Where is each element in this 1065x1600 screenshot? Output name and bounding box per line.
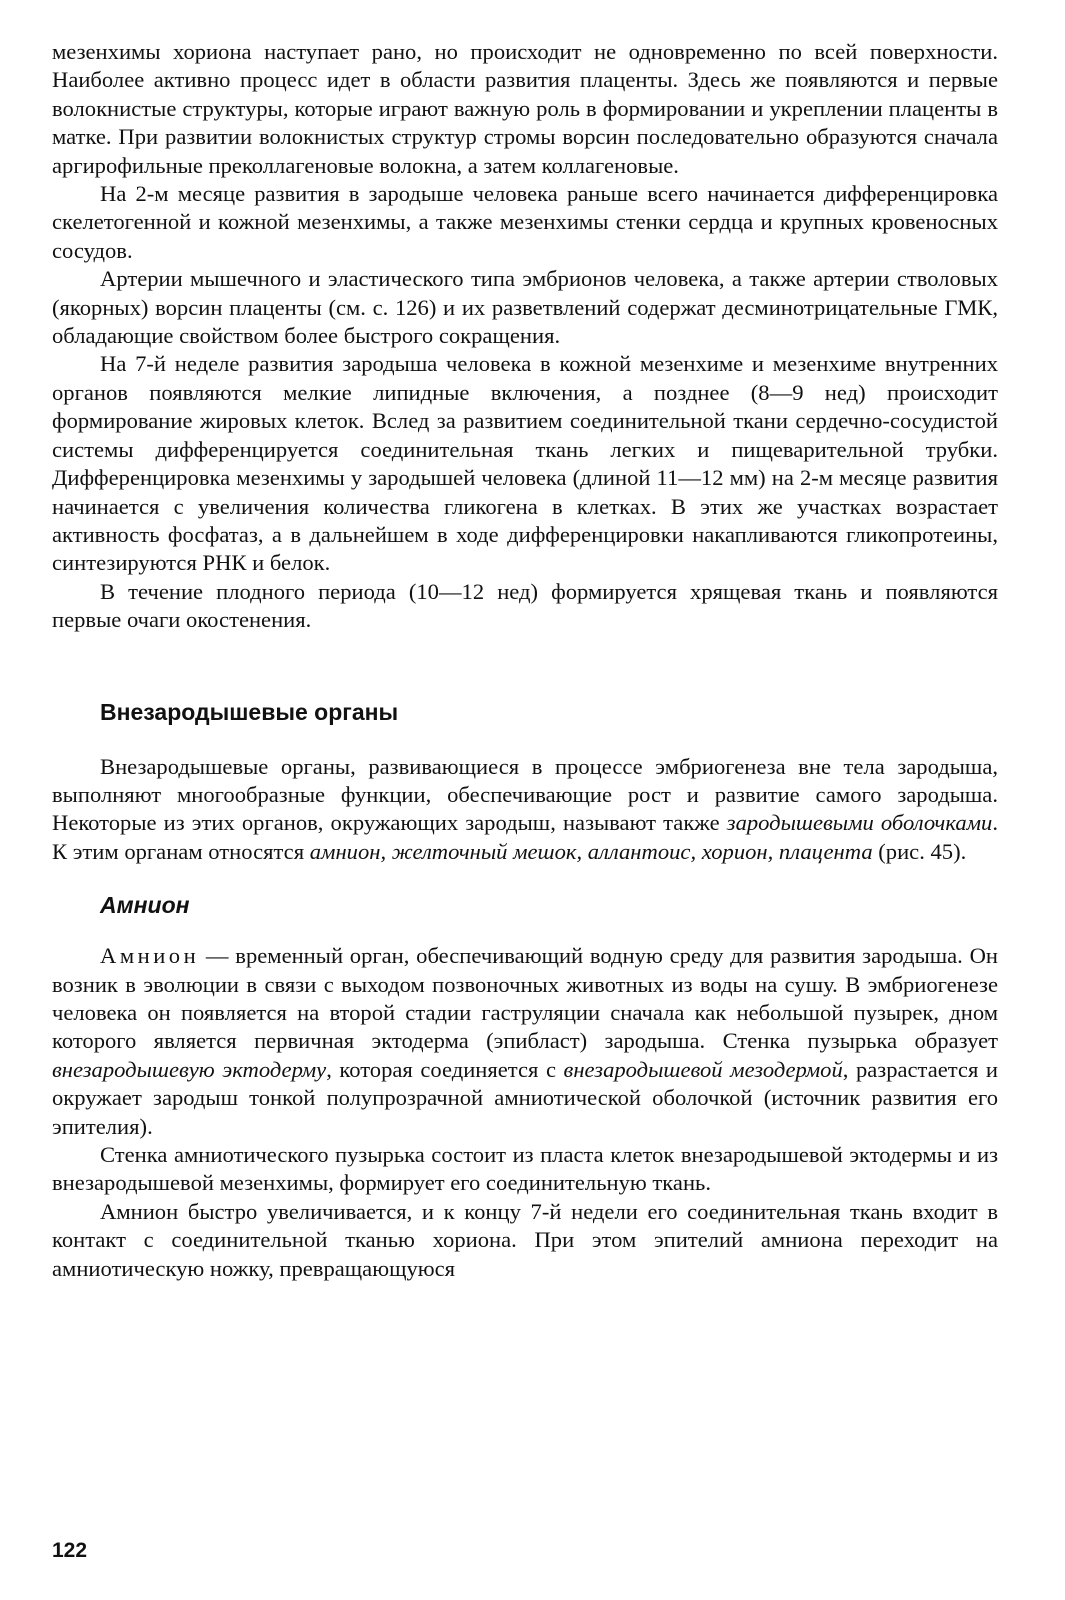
paragraph-5: В течение плодного периода (10—12 нед) формируется хрящевая ткань и появляются первые очаги окостенения. (52, 578, 998, 633)
page-number: 122 (52, 1539, 88, 1562)
intro-text-b: . К этим органам относятся (52, 810, 998, 864)
section-heading: Внезародышевые органы (100, 698, 399, 725)
intro-organ-list: амнион, желточный мешок, аллантоис, хорион, плацента (309, 838, 873, 864)
intro-term-embryonic-membranes: зародышевыми оболочками (726, 810, 993, 836)
amnion-text-b: , которая соединяется с (326, 1056, 564, 1082)
section-intro-paragraph (52, 753, 998, 867)
amnion-text-c: , разрастается и окружает зародыш тонкой полупрозрачной амниотической оболочкой (источник развития его эпителия). (52, 1056, 998, 1139)
paragraph-3: Артерии мышечного и эластического типа эмбрионов человека, а также артерии стволовых (якорных) ворсин плаценты (см. с. 126) и их разветвлений содержат десминотрицательные ГМК, обладающие свойством более быстрого сокращения. (52, 266, 998, 349)
paragraph-1: мезенхимы хориона наступает рано, но происходит не одновременно по всей поверхности. Наиболее активно процесс идет в области развития плаценты. Здесь же появляются и первые волокнистые структуры, которые играют важную роль в формировании и укреплении плаценты в матке. При развитии волокнистых структур стромы ворсин последовательно образуются сначала аргирофильные преколлагеновые волокна, а затем коллагеновые. (52, 39, 998, 178)
intro-text-c: (рис. 45). (872, 838, 967, 864)
page-body (52, 38, 998, 1283)
intro-text-a: Внезародышевые органы, развивающиеся в процессе эмбриогенеза вне тела зародыша, выполняют многообразные функции, обеспечивающие рост и развитие самого зародыша. Некоторые из этих органов, окружающих зародыш, называют также (52, 753, 998, 836)
amnion-term-mesoderm: внезародышевой мезодермой (563, 1056, 843, 1082)
amnion-paragraph-2: Стенка амниотического пузырька состоит из пласта клеток внезародышевой эктодермы и из внезародышевой мезенхимы, формирует его соединительную ткань. (52, 1142, 998, 1196)
amnion-text-a: — временный орган, обеспечивающий водную среду для развития зародыша. Он возник в эволюции в связи с выходом позвоночных животных из воды на сушу. В эмбриогенезе человека он появляется на второй стадии гаструляции сначала как небольшой пузырек, дном которого является первичная эктодерма (эпибласт) зародыша. Стенка пузырька образует (52, 943, 998, 1054)
subsection-heading: Амнион (100, 892, 190, 919)
paragraph-2: На 2-м месяце развития в зародыше человека раньше всего начинается дифференцировка скелетогенной и кожной мезенхимы, а также мезенхимы стенки сердца и крупных кровеносных сосудов. (52, 181, 998, 263)
amnion-paragraph-3: Амнион быстро увеличивается, и к концу 7-й недели его соединительная ткань входит в контакт с соединительной тканью хориона. При этом эпителий амниона переходит на амниотическую ножку, превращающуюся (52, 1198, 998, 1281)
amnion-term-ectoderm: внезародышевую эктодерму (52, 1056, 327, 1082)
paragraph-4: На 7-й неделе развития зародыша человека в кожной мезенхиме и мезенхиме внутренних органов появляются мелкие липидные включения, а позднее (8—9 нед) происходит формирование жировых клеток. Вслед за развитием соединительной ткани сердечно-сосудистой системы дифференцируется соединительная ткань легких и пищеварительной трубки. Дифференцировка мезенхимы у зародышей человека (длиной 11—12 мм) на 2-м месяце развития начинается с увеличения количества гликогена в клетках. В этих же участках возрастает активность фосфатаз, а в дальнейшем в ходе дифференцировки накапливаются гликопротеины, синтезируются РНК и белок. (52, 351, 998, 576)
amnion-term: Амнион (100, 943, 200, 969)
amnion-paragraph-1 (52, 942, 998, 1141)
